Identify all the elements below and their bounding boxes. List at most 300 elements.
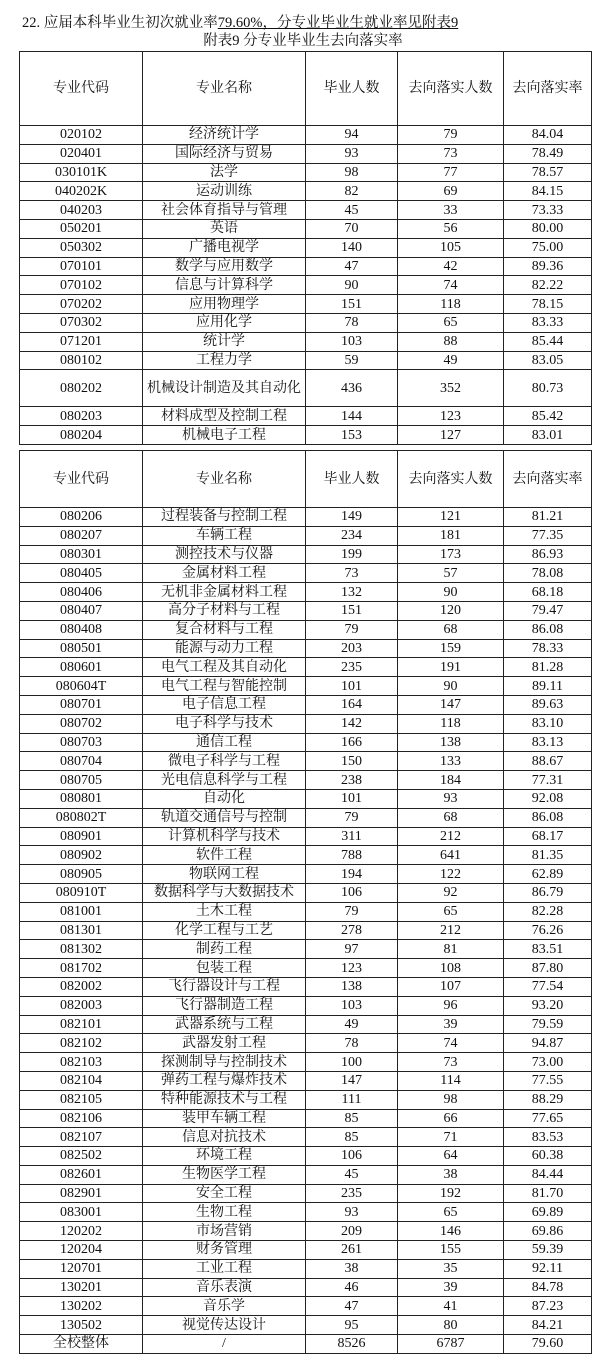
- cell-major-code: 080705: [20, 771, 143, 790]
- cell-major-code: 081702: [20, 959, 143, 978]
- cell-graduates: 47: [306, 257, 398, 276]
- cell-major-code: 080701: [20, 695, 143, 714]
- cell-major-name: 社会体育指导与管理: [143, 201, 306, 220]
- cell-placed: 155: [398, 1241, 504, 1260]
- cell-major-name: 武器发射工程: [143, 1034, 306, 1053]
- cell-major-code: 080905: [20, 865, 143, 884]
- cell-graduates: 203: [306, 639, 398, 658]
- cell-graduates: 166: [306, 733, 398, 752]
- cell-graduates: 311: [306, 827, 398, 846]
- cell-major-name: 工程力学: [143, 351, 306, 370]
- cell-placement-rate: 79.60: [504, 1335, 592, 1354]
- cell-placement-rate: 84.21: [504, 1316, 592, 1335]
- table-row: [20, 1184, 592, 1203]
- cell-placed: 90: [398, 583, 504, 602]
- cell-graduates: 47: [306, 1297, 398, 1316]
- cell-graduates: 93: [306, 144, 398, 163]
- cell-major-code: 080406: [20, 583, 143, 602]
- cell-placed: 49: [398, 351, 504, 370]
- table-row: [20, 257, 592, 276]
- cell-placed: 127: [398, 426, 504, 445]
- cell-graduates: 138: [306, 977, 398, 996]
- cell-placed: 159: [398, 639, 504, 658]
- cell-graduates: 82: [306, 182, 398, 201]
- header-placed: 去向落实人数: [398, 451, 504, 508]
- cell-major-name: 广播电视学: [143, 238, 306, 257]
- cell-major-code: 120701: [20, 1259, 143, 1278]
- cell-placed: 38: [398, 1165, 504, 1184]
- table-row: [20, 295, 592, 314]
- cell-major-code: 080206: [20, 508, 143, 527]
- cell-major-code: 050302: [20, 238, 143, 257]
- cell-major-name: 装甲车辆工程: [143, 1109, 306, 1128]
- cell-placed: 73: [398, 144, 504, 163]
- cell-placement-rate: 89.63: [504, 695, 592, 714]
- cell-major-code: 080703: [20, 733, 143, 752]
- cell-major-name: 过程装备与控制工程: [143, 508, 306, 527]
- cell-major-code: 080407: [20, 601, 143, 620]
- cell-major-code: 082103: [20, 1053, 143, 1072]
- cell-placed: 88: [398, 332, 504, 351]
- table-row: [20, 545, 592, 564]
- cell-placement-rate: 83.10: [504, 714, 592, 733]
- cell-placement-rate: 69.89: [504, 1203, 592, 1222]
- cell-placed: 105: [398, 238, 504, 257]
- cell-placement-rate: 89.36: [504, 257, 592, 276]
- cell-major-code: 040203: [20, 201, 143, 220]
- table-total-row: [20, 1335, 592, 1354]
- cell-placement-rate: 62.89: [504, 865, 592, 884]
- cell-placement-rate: 87.23: [504, 1297, 592, 1316]
- cell-major-name: 通信工程: [143, 733, 306, 752]
- cell-major-code: 082105: [20, 1090, 143, 1109]
- cell-major-name: 机械电子工程: [143, 426, 306, 445]
- cell-major-name: 电气工程与智能控制: [143, 677, 306, 696]
- cell-placement-rate: 78.57: [504, 163, 592, 182]
- cell-major-name: 市场营销: [143, 1222, 306, 1241]
- cell-graduates: 101: [306, 677, 398, 696]
- cell-placement-rate: 92.08: [504, 789, 592, 808]
- cell-major-code: 082107: [20, 1128, 143, 1147]
- cell-major-code: 080405: [20, 564, 143, 583]
- table-row: [20, 332, 592, 351]
- cell-placement-rate: 83.01: [504, 426, 592, 445]
- cell-major-code: 082502: [20, 1147, 143, 1166]
- table-row: [20, 238, 592, 257]
- cell-placed: 90: [398, 677, 504, 696]
- cell-graduates: 209: [306, 1222, 398, 1241]
- cell-major-name: 电子信息工程: [143, 695, 306, 714]
- cell-major-name: 视觉传达设计: [143, 1316, 306, 1335]
- cell-major-name: 数学与应用数学: [143, 257, 306, 276]
- table-row: [20, 771, 592, 790]
- cell-major-name: 测控技术与仪器: [143, 545, 306, 564]
- cell-major-code: 080501: [20, 639, 143, 658]
- cell-placed: 120: [398, 601, 504, 620]
- cell-graduates: 199: [306, 545, 398, 564]
- cell-placed: 184: [398, 771, 504, 790]
- cell-placement-rate: 86.93: [504, 545, 592, 564]
- table-row: [20, 182, 592, 201]
- table-row: [20, 620, 592, 639]
- table-row: [20, 733, 592, 752]
- cell-graduates: 238: [306, 771, 398, 790]
- table-row: [20, 658, 592, 677]
- table-row: [20, 1053, 592, 1072]
- cell-placed: 57: [398, 564, 504, 583]
- table-header-row: [20, 52, 592, 126]
- cell-placed: 138: [398, 733, 504, 752]
- cell-placed: 74: [398, 1034, 504, 1053]
- cell-graduates: 78: [306, 313, 398, 332]
- cell-placed: 56: [398, 219, 504, 238]
- cell-major-name: 统计学: [143, 332, 306, 351]
- table-row: [20, 1034, 592, 1053]
- cell-major-name: 法学: [143, 163, 306, 182]
- cell-major-name: 复合材料与工程: [143, 620, 306, 639]
- cell-major-code: 071201: [20, 332, 143, 351]
- cell-placement-rate: 78.33: [504, 639, 592, 658]
- table-row: [20, 677, 592, 696]
- cell-major-code: 080604T: [20, 677, 143, 696]
- cell-major-code: 081001: [20, 902, 143, 921]
- cell-placement-rate: 93.20: [504, 996, 592, 1015]
- cell-graduates: 106: [306, 1147, 398, 1166]
- cell-major-code: 082106: [20, 1109, 143, 1128]
- cell-placement-rate: 81.28: [504, 658, 592, 677]
- cell-major-code: 130502: [20, 1316, 143, 1335]
- heading-prefix: 22. 应届本科毕业生初次就业率: [22, 15, 218, 31]
- employment-table-part1: [19, 51, 592, 445]
- cell-placed: 147: [398, 695, 504, 714]
- cell-placement-rate: 81.70: [504, 1184, 592, 1203]
- cell-major-code: 050201: [20, 219, 143, 238]
- cell-placement-rate: 77.35: [504, 526, 592, 545]
- cell-placed: 39: [398, 1278, 504, 1297]
- cell-graduates: 59: [306, 351, 398, 370]
- cell-placed: 33: [398, 201, 504, 220]
- table-row: [20, 126, 592, 145]
- cell-placed: 68: [398, 808, 504, 827]
- cell-placed: 122: [398, 865, 504, 884]
- cell-major-name: 工业工程: [143, 1259, 306, 1278]
- table-row: [20, 789, 592, 808]
- table-row: [20, 940, 592, 959]
- cell-placement-rate: 86.08: [504, 620, 592, 639]
- cell-major-code: 081302: [20, 940, 143, 959]
- cell-major-code: 080702: [20, 714, 143, 733]
- header-major-name: 专业名称: [143, 52, 306, 126]
- table-row: [20, 1128, 592, 1147]
- cell-placement-rate: 84.78: [504, 1278, 592, 1297]
- cell-major-name: 信息与计算科学: [143, 276, 306, 295]
- cell-placement-rate: 79.47: [504, 601, 592, 620]
- table-row: [20, 1071, 592, 1090]
- cell-placement-rate: 83.51: [504, 940, 592, 959]
- cell-major-code: 082003: [20, 996, 143, 1015]
- cell-graduates: 132: [306, 583, 398, 602]
- cell-major-name: 自动化: [143, 789, 306, 808]
- cell-placed: 80: [398, 1316, 504, 1335]
- cell-major-name: 化学工程与工艺: [143, 921, 306, 940]
- cell-placement-rate: 89.11: [504, 677, 592, 696]
- cell-graduates: 94: [306, 126, 398, 145]
- cell-graduates: 151: [306, 601, 398, 620]
- cell-placement-rate: 84.04: [504, 126, 592, 145]
- cell-placement-rate: 79.59: [504, 1015, 592, 1034]
- cell-major-code: 082601: [20, 1165, 143, 1184]
- cell-major-name: 物联网工程: [143, 865, 306, 884]
- cell-major-code: 080910T: [20, 883, 143, 902]
- cell-placement-rate: 80.73: [504, 370, 592, 407]
- table-row: [20, 1109, 592, 1128]
- cell-major-name: 生物工程: [143, 1203, 306, 1222]
- table-row: [20, 1241, 592, 1260]
- cell-placed: 641: [398, 846, 504, 865]
- table-row: [20, 426, 592, 445]
- table-row: [20, 313, 592, 332]
- cell-placement-rate: 88.67: [504, 752, 592, 771]
- header-major-code: 专业代码: [20, 52, 143, 126]
- cell-graduates: 97: [306, 940, 398, 959]
- cell-graduates: 103: [306, 996, 398, 1015]
- cell-major-code: 080408: [20, 620, 143, 639]
- cell-major-name: 车辆工程: [143, 526, 306, 545]
- table-row: [20, 407, 592, 426]
- table-row: [20, 583, 592, 602]
- cell-major-code: 080202: [20, 370, 143, 407]
- table-header-row: [20, 451, 592, 508]
- table-row: [20, 959, 592, 978]
- table-caption: 附表9 分专业毕业生去向落实率: [203, 33, 403, 49]
- cell-placement-rate: 82.28: [504, 902, 592, 921]
- cell-graduates: 78: [306, 1034, 398, 1053]
- cell-placement-rate: 73.00: [504, 1053, 592, 1072]
- cell-placement-rate: 77.55: [504, 1071, 592, 1090]
- cell-major-name: 金属材料工程: [143, 564, 306, 583]
- cell-graduates: 85: [306, 1128, 398, 1147]
- cell-placement-rate: 68.17: [504, 827, 592, 846]
- cell-graduates: 103: [306, 332, 398, 351]
- cell-placed: 65: [398, 313, 504, 332]
- cell-placed: 42: [398, 257, 504, 276]
- cell-graduates: 149: [306, 508, 398, 527]
- cell-graduates: 45: [306, 1165, 398, 1184]
- cell-major-name: 包装工程: [143, 959, 306, 978]
- cell-graduates: 106: [306, 883, 398, 902]
- table-row: [20, 276, 592, 295]
- cell-major-code: 080301: [20, 545, 143, 564]
- cell-major-name: 飞行器制造工程: [143, 996, 306, 1015]
- table-row: [20, 351, 592, 370]
- cell-major-code: 081301: [20, 921, 143, 940]
- cell-placed: 79: [398, 126, 504, 145]
- header-graduates: 毕业人数: [306, 451, 398, 508]
- table-row: [20, 526, 592, 545]
- cell-placement-rate: 78.15: [504, 295, 592, 314]
- cell-major-name: 土木工程: [143, 902, 306, 921]
- cell-placement-rate: 88.29: [504, 1090, 592, 1109]
- cell-major-code: 080204: [20, 426, 143, 445]
- cell-placement-rate: 73.33: [504, 201, 592, 220]
- cell-major-name: 光电信息科学与工程: [143, 771, 306, 790]
- cell-major-name: 环境工程: [143, 1147, 306, 1166]
- cell-placement-rate: 76.26: [504, 921, 592, 940]
- cell-graduates: 261: [306, 1241, 398, 1260]
- cell-major-code: 083001: [20, 1203, 143, 1222]
- cell-placement-rate: 86.08: [504, 808, 592, 827]
- cell-major-name: 音乐学: [143, 1297, 306, 1316]
- cell-placement-rate: 59.39: [504, 1241, 592, 1260]
- cell-placed: 107: [398, 977, 504, 996]
- cell-placed: 146: [398, 1222, 504, 1241]
- header-placement-rate: 去向落实率: [504, 52, 592, 126]
- cell-major-name: 计算机科学与技术: [143, 827, 306, 846]
- cell-placement-rate: 77.54: [504, 977, 592, 996]
- table-row: [20, 808, 592, 827]
- table-row: [20, 219, 592, 238]
- cell-graduates: 46: [306, 1278, 398, 1297]
- cell-major-code: 082901: [20, 1184, 143, 1203]
- cell-graduates: 153: [306, 426, 398, 445]
- cell-major-name: 机械设计制造及其自动化: [143, 370, 306, 407]
- cell-major-name: 探测制导与控制技术: [143, 1053, 306, 1072]
- cell-placed: 71: [398, 1128, 504, 1147]
- cell-placement-rate: 87.80: [504, 959, 592, 978]
- cell-major-name: 财务管理: [143, 1241, 306, 1260]
- cell-major-code: 070101: [20, 257, 143, 276]
- table-row: [20, 1222, 592, 1241]
- table-row: [20, 144, 592, 163]
- cell-major-name: 弹药工程与爆炸技术: [143, 1071, 306, 1090]
- cell-placed: 39: [398, 1015, 504, 1034]
- cell-graduates: 49: [306, 1015, 398, 1034]
- cell-major-code: 080102: [20, 351, 143, 370]
- cell-placement-rate: 83.33: [504, 313, 592, 332]
- cell-major-code: 120202: [20, 1222, 143, 1241]
- cell-major-code: 080704: [20, 752, 143, 771]
- cell-graduates: 93: [306, 1203, 398, 1222]
- cell-major-name: 制药工程: [143, 940, 306, 959]
- cell-placed: 73: [398, 1053, 504, 1072]
- cell-placed: 92: [398, 883, 504, 902]
- cell-placed: 41: [398, 1297, 504, 1316]
- cell-graduates: 73: [306, 564, 398, 583]
- cell-placed: 118: [398, 295, 504, 314]
- cell-placement-rate: 68.18: [504, 583, 592, 602]
- table-row: [20, 1015, 592, 1034]
- table-row: [20, 921, 592, 940]
- cell-graduates: 788: [306, 846, 398, 865]
- cell-major-name: 无机非金属材料工程: [143, 583, 306, 602]
- cell-major-code: 080902: [20, 846, 143, 865]
- table-row: [20, 201, 592, 220]
- cell-major-name: 轨道交通信号与控制: [143, 808, 306, 827]
- cell-placed: 118: [398, 714, 504, 733]
- table-row: [20, 752, 592, 771]
- cell-placed: 65: [398, 902, 504, 921]
- cell-placement-rate: 81.21: [504, 508, 592, 527]
- table-row: [20, 1259, 592, 1278]
- cell-major-name: 电子科学与技术: [143, 714, 306, 733]
- cell-major-code: 020401: [20, 144, 143, 163]
- cell-graduates: 70: [306, 219, 398, 238]
- cell-placed: 74: [398, 276, 504, 295]
- table-row: [20, 639, 592, 658]
- table-row: [20, 827, 592, 846]
- cell-major-name: 能源与动力工程: [143, 639, 306, 658]
- cell-placed: 173: [398, 545, 504, 564]
- cell-placement-rate: 85.42: [504, 407, 592, 426]
- cell-graduates: 436: [306, 370, 398, 407]
- cell-placed: 35: [398, 1259, 504, 1278]
- cell-placement-rate: 77.65: [504, 1109, 592, 1128]
- cell-major-code: 080901: [20, 827, 143, 846]
- table-row: [20, 902, 592, 921]
- table-row: [20, 846, 592, 865]
- table-row: [20, 163, 592, 182]
- cell-major-name: 软件工程: [143, 846, 306, 865]
- cell-graduates: 111: [306, 1090, 398, 1109]
- cell-placement-rate: 85.44: [504, 332, 592, 351]
- cell-placement-rate: 92.11: [504, 1259, 592, 1278]
- cell-graduates: 79: [306, 902, 398, 921]
- table-row: [20, 1203, 592, 1222]
- cell-major-code: 130202: [20, 1297, 143, 1316]
- header-major-code: 专业代码: [20, 451, 143, 508]
- cell-placed: 121: [398, 508, 504, 527]
- cell-graduates: 90: [306, 276, 398, 295]
- cell-major-name: 特种能源技术与工程: [143, 1090, 306, 1109]
- cell-placed: 352: [398, 370, 504, 407]
- cell-major-code: 082102: [20, 1034, 143, 1053]
- cell-graduates: 85: [306, 1109, 398, 1128]
- table-row: [20, 601, 592, 620]
- cell-graduates: 235: [306, 1184, 398, 1203]
- cell-placement-rate: 80.00: [504, 219, 592, 238]
- cell-major-name: 国际经济与贸易: [143, 144, 306, 163]
- cell-placement-rate: 83.13: [504, 733, 592, 752]
- cell-graduates: 95: [306, 1316, 398, 1335]
- cell-placement-rate: 78.08: [504, 564, 592, 583]
- cell-graduates: 123: [306, 959, 398, 978]
- cell-placement-rate: 77.31: [504, 771, 592, 790]
- table-row: [20, 1297, 592, 1316]
- cell-major-name: 信息对抗技术: [143, 1128, 306, 1147]
- cell-major-name: 安全工程: [143, 1184, 306, 1203]
- table-row: [20, 714, 592, 733]
- cell-graduates: 194: [306, 865, 398, 884]
- cell-graduates: 151: [306, 295, 398, 314]
- cell-placement-rate: 84.15: [504, 182, 592, 201]
- cell-placed: 81: [398, 940, 504, 959]
- cell-graduates: 234: [306, 526, 398, 545]
- cell-graduates: 140: [306, 238, 398, 257]
- cell-major-code: 070102: [20, 276, 143, 295]
- cell-graduates: 164: [306, 695, 398, 714]
- cell-graduates: 147: [306, 1071, 398, 1090]
- cell-placed: 68: [398, 620, 504, 639]
- cell-placed: 64: [398, 1147, 504, 1166]
- cell-major-code: 020102: [20, 126, 143, 145]
- cell-graduates: 8526: [306, 1335, 398, 1354]
- cell-placement-rate: 84.44: [504, 1165, 592, 1184]
- cell-major-code: 070302: [20, 313, 143, 332]
- cell-graduates: 150: [306, 752, 398, 771]
- cell-graduates: 142: [306, 714, 398, 733]
- header-graduates: 毕业人数: [306, 52, 398, 126]
- cell-major-name: 飞行器设计与工程: [143, 977, 306, 996]
